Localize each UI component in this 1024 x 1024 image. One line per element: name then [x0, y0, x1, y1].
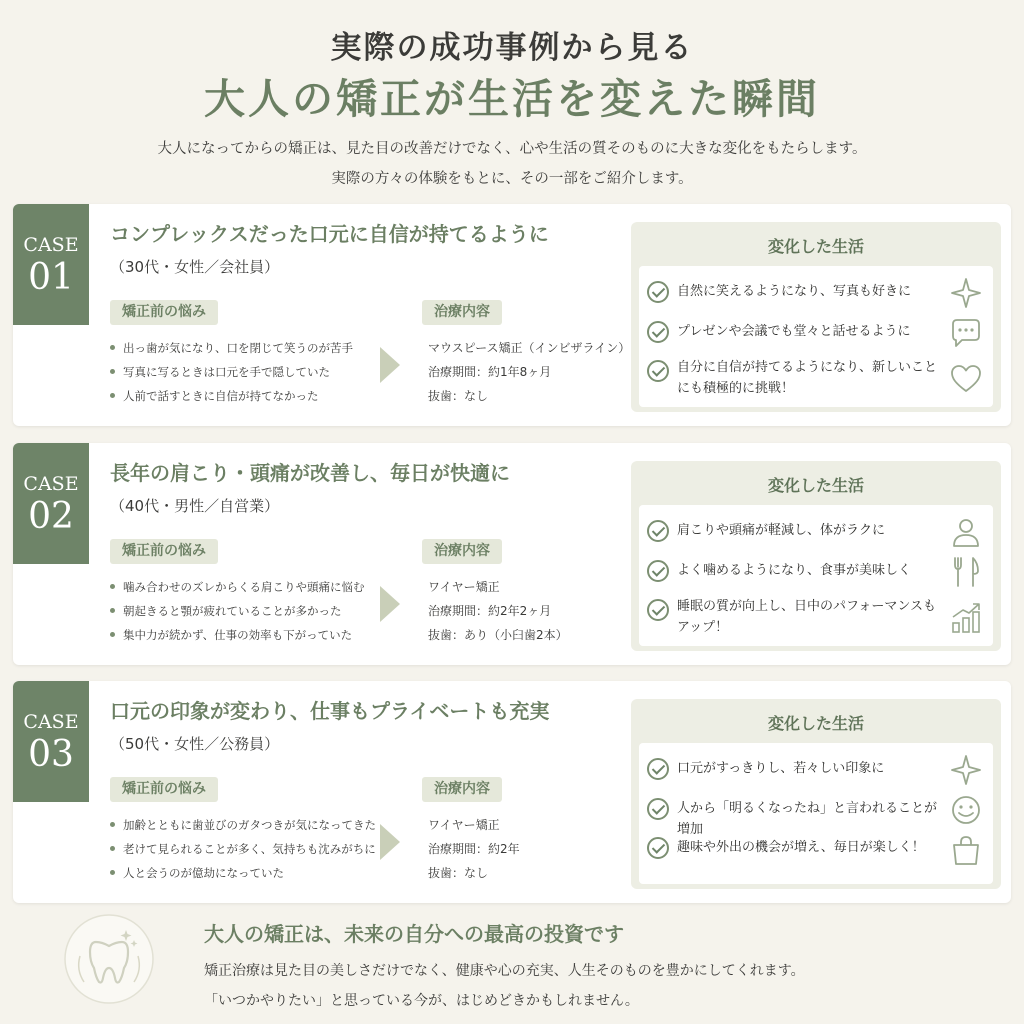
list-item: 治療期間：約2年: [428, 842, 520, 856]
bullet-icon: [110, 846, 115, 851]
intro-text: [0, 134, 1024, 194]
person-icon: [949, 515, 983, 549]
list-item: 朝起きると顎が疲れていることが多かった: [110, 599, 380, 623]
shopping-bag-icon: [949, 833, 983, 867]
change-title: 変化した生活: [767, 476, 864, 495]
bullet-icon: [110, 870, 115, 875]
treatment-list: [428, 813, 520, 885]
check-icon: [647, 321, 669, 343]
case-label: CASE: [23, 234, 79, 256]
change-item: 口元がすっきりし、若々しい印象に: [639, 751, 993, 787]
case-title: 口元の印象が変わり、仕事もプライベートも充実: [110, 699, 550, 723]
bullet-icon: [110, 345, 115, 350]
before-label: 矯正前の悩み: [110, 777, 218, 802]
list-item: 抜歯：なし: [428, 866, 489, 880]
change-item: 自分に自信が持てるようになり、新しいことにも積極的に挑戦！: [639, 354, 993, 404]
treatment-label: 治療内容: [422, 300, 502, 325]
check-icon: [647, 837, 669, 859]
before-list: [110, 575, 380, 647]
list-item: ワイヤー矯正: [428, 818, 500, 832]
list-item: 抜歯：なし: [428, 389, 489, 403]
bullet-icon: [110, 822, 115, 827]
case-badge: [13, 443, 89, 564]
treatment-list: [428, 336, 630, 408]
fork-knife-icon: [949, 555, 983, 589]
treatment-label: 治療内容: [422, 777, 502, 802]
case-badge: [13, 681, 89, 802]
intro-line: 実際の方々の体験をもとに、その一部をご紹介します。: [331, 171, 693, 187]
growth-chart-icon: [949, 601, 983, 635]
check-icon: [647, 758, 669, 780]
list-item: 治療期間：約2年2ヶ月: [428, 604, 552, 618]
case-profile: （30代・女性／会社員）: [110, 258, 280, 276]
page-title-line1: 実際の成功事例から見る: [330, 30, 694, 66]
change-panel: [631, 461, 1001, 651]
check-icon: [647, 281, 669, 303]
list-item: 人と会うのが億劫になっていた: [110, 861, 380, 885]
case-card-02: [13, 443, 1011, 665]
case-title: コンプレックスだった口元に自信が持てるように: [110, 222, 549, 246]
treatment-list: [428, 575, 568, 647]
check-icon: [647, 599, 669, 621]
list-item: 人前で話すときに自信が持てなかった: [110, 384, 380, 408]
list-item: 治療期間：約1年8ヶ月: [428, 365, 552, 379]
change-panel: [631, 222, 1001, 412]
list-item: 集中力が続かず、仕事の効率も下がっていた: [110, 623, 380, 647]
bullet-icon: [110, 632, 115, 637]
arrow-right-icon: [380, 586, 400, 622]
list-item: 噛み合わせのズレからくる肩こりや頭痛に悩む: [110, 575, 380, 599]
case-label: CASE: [23, 473, 79, 495]
check-icon: [647, 520, 669, 542]
case-label: CASE: [23, 711, 79, 733]
list-item: マウスピース矯正（インビザライン）: [428, 341, 631, 355]
list-item: 老けて見られることが多く、気持ちも沈みがちに: [110, 837, 380, 861]
bullet-icon: [110, 584, 115, 589]
case-number: 01: [28, 257, 74, 298]
bullet-icon: [110, 393, 115, 398]
change-list: [639, 743, 993, 884]
change-list: [639, 505, 993, 646]
before-label: 矯正前の悩み: [110, 300, 218, 325]
list-item: 写真に写るときは口元を手で隠していた: [110, 360, 380, 384]
case-number: 02: [28, 496, 74, 537]
heart-icon: [949, 362, 983, 396]
bullet-icon: [110, 608, 115, 613]
sparkle-icon: [949, 753, 983, 787]
change-item: 人から「明るくなったね」と言われることが増加: [639, 791, 993, 827]
arrow-right-icon: [380, 347, 400, 383]
case-badge: [13, 204, 89, 325]
list-item: 加齢とともに歯並びのガタつきが気になってきた: [110, 813, 380, 837]
change-panel: [631, 699, 1001, 889]
page-title-line2: 大人の矯正が生活を変えた瞬間: [204, 75, 820, 123]
change-item: よく噛めるようになり、食事が美味しく: [639, 553, 993, 589]
case-card-01: [13, 204, 1011, 426]
footer-text: [204, 956, 805, 1016]
check-icon: [647, 360, 669, 382]
tooth-icon: [62, 912, 156, 1006]
smile-icon: [949, 793, 983, 827]
change-item: 肩こりや頭痛が軽減し、体がラクに: [639, 513, 993, 549]
list-item: ワイヤー矯正: [428, 580, 500, 594]
change-title: 変化した生活: [767, 237, 864, 256]
before-label: 矯正前の悩み: [110, 539, 218, 564]
footer-line: 矯正治療は見た目の美しさだけでなく、健康や心の充実、人生そのものを豊かにしてくれます。: [204, 963, 805, 979]
treatment-label: 治療内容: [422, 539, 502, 564]
change-item: 睡眠の質が向上し、日中のパフォーマンスもアップ！: [639, 593, 993, 643]
sparkle-icon: [949, 276, 983, 310]
before-list: [110, 813, 380, 885]
case-profile: （40代・男性／自営業）: [110, 497, 280, 515]
change-item: プレゼンや会議でも堂々と話せるように: [639, 314, 993, 350]
list-item: 出っ歯が気になり、口を閉じて笑うのが苦手: [110, 336, 380, 360]
footer-title: 大人の矯正は、未来の自分への最高の投資です: [204, 922, 624, 946]
case-card-03: [13, 681, 1011, 903]
footer-line: 「いつかやりたい」と思っている今が、はじめどきかもしれません。: [204, 993, 639, 1009]
change-item: 自然に笑えるようになり、写真も好きに: [639, 274, 993, 310]
bullet-icon: [110, 369, 115, 374]
before-list: [110, 336, 380, 408]
change-item: 趣味や外出の機会が増え、毎日が楽しく！: [639, 831, 993, 881]
case-title: 長年の肩こり・頭痛が改善し、毎日が快適に: [110, 461, 510, 485]
arrow-right-icon: [380, 824, 400, 860]
check-icon: [647, 798, 669, 820]
speech-bubble-icon: [949, 316, 983, 350]
intro-line: 大人になってからの矯正は、見た目の改善だけでなく、心や生活の質そのものに大きな変化をもたらします。: [157, 141, 867, 157]
case-profile: （50代・女性／公務員）: [110, 735, 280, 753]
change-list: [639, 266, 993, 407]
case-number: 03: [28, 734, 74, 775]
list-item: 抜歯：あり（小臼歯2本）: [428, 628, 568, 642]
check-icon: [647, 560, 669, 582]
change-title: 変化した生活: [767, 714, 864, 733]
